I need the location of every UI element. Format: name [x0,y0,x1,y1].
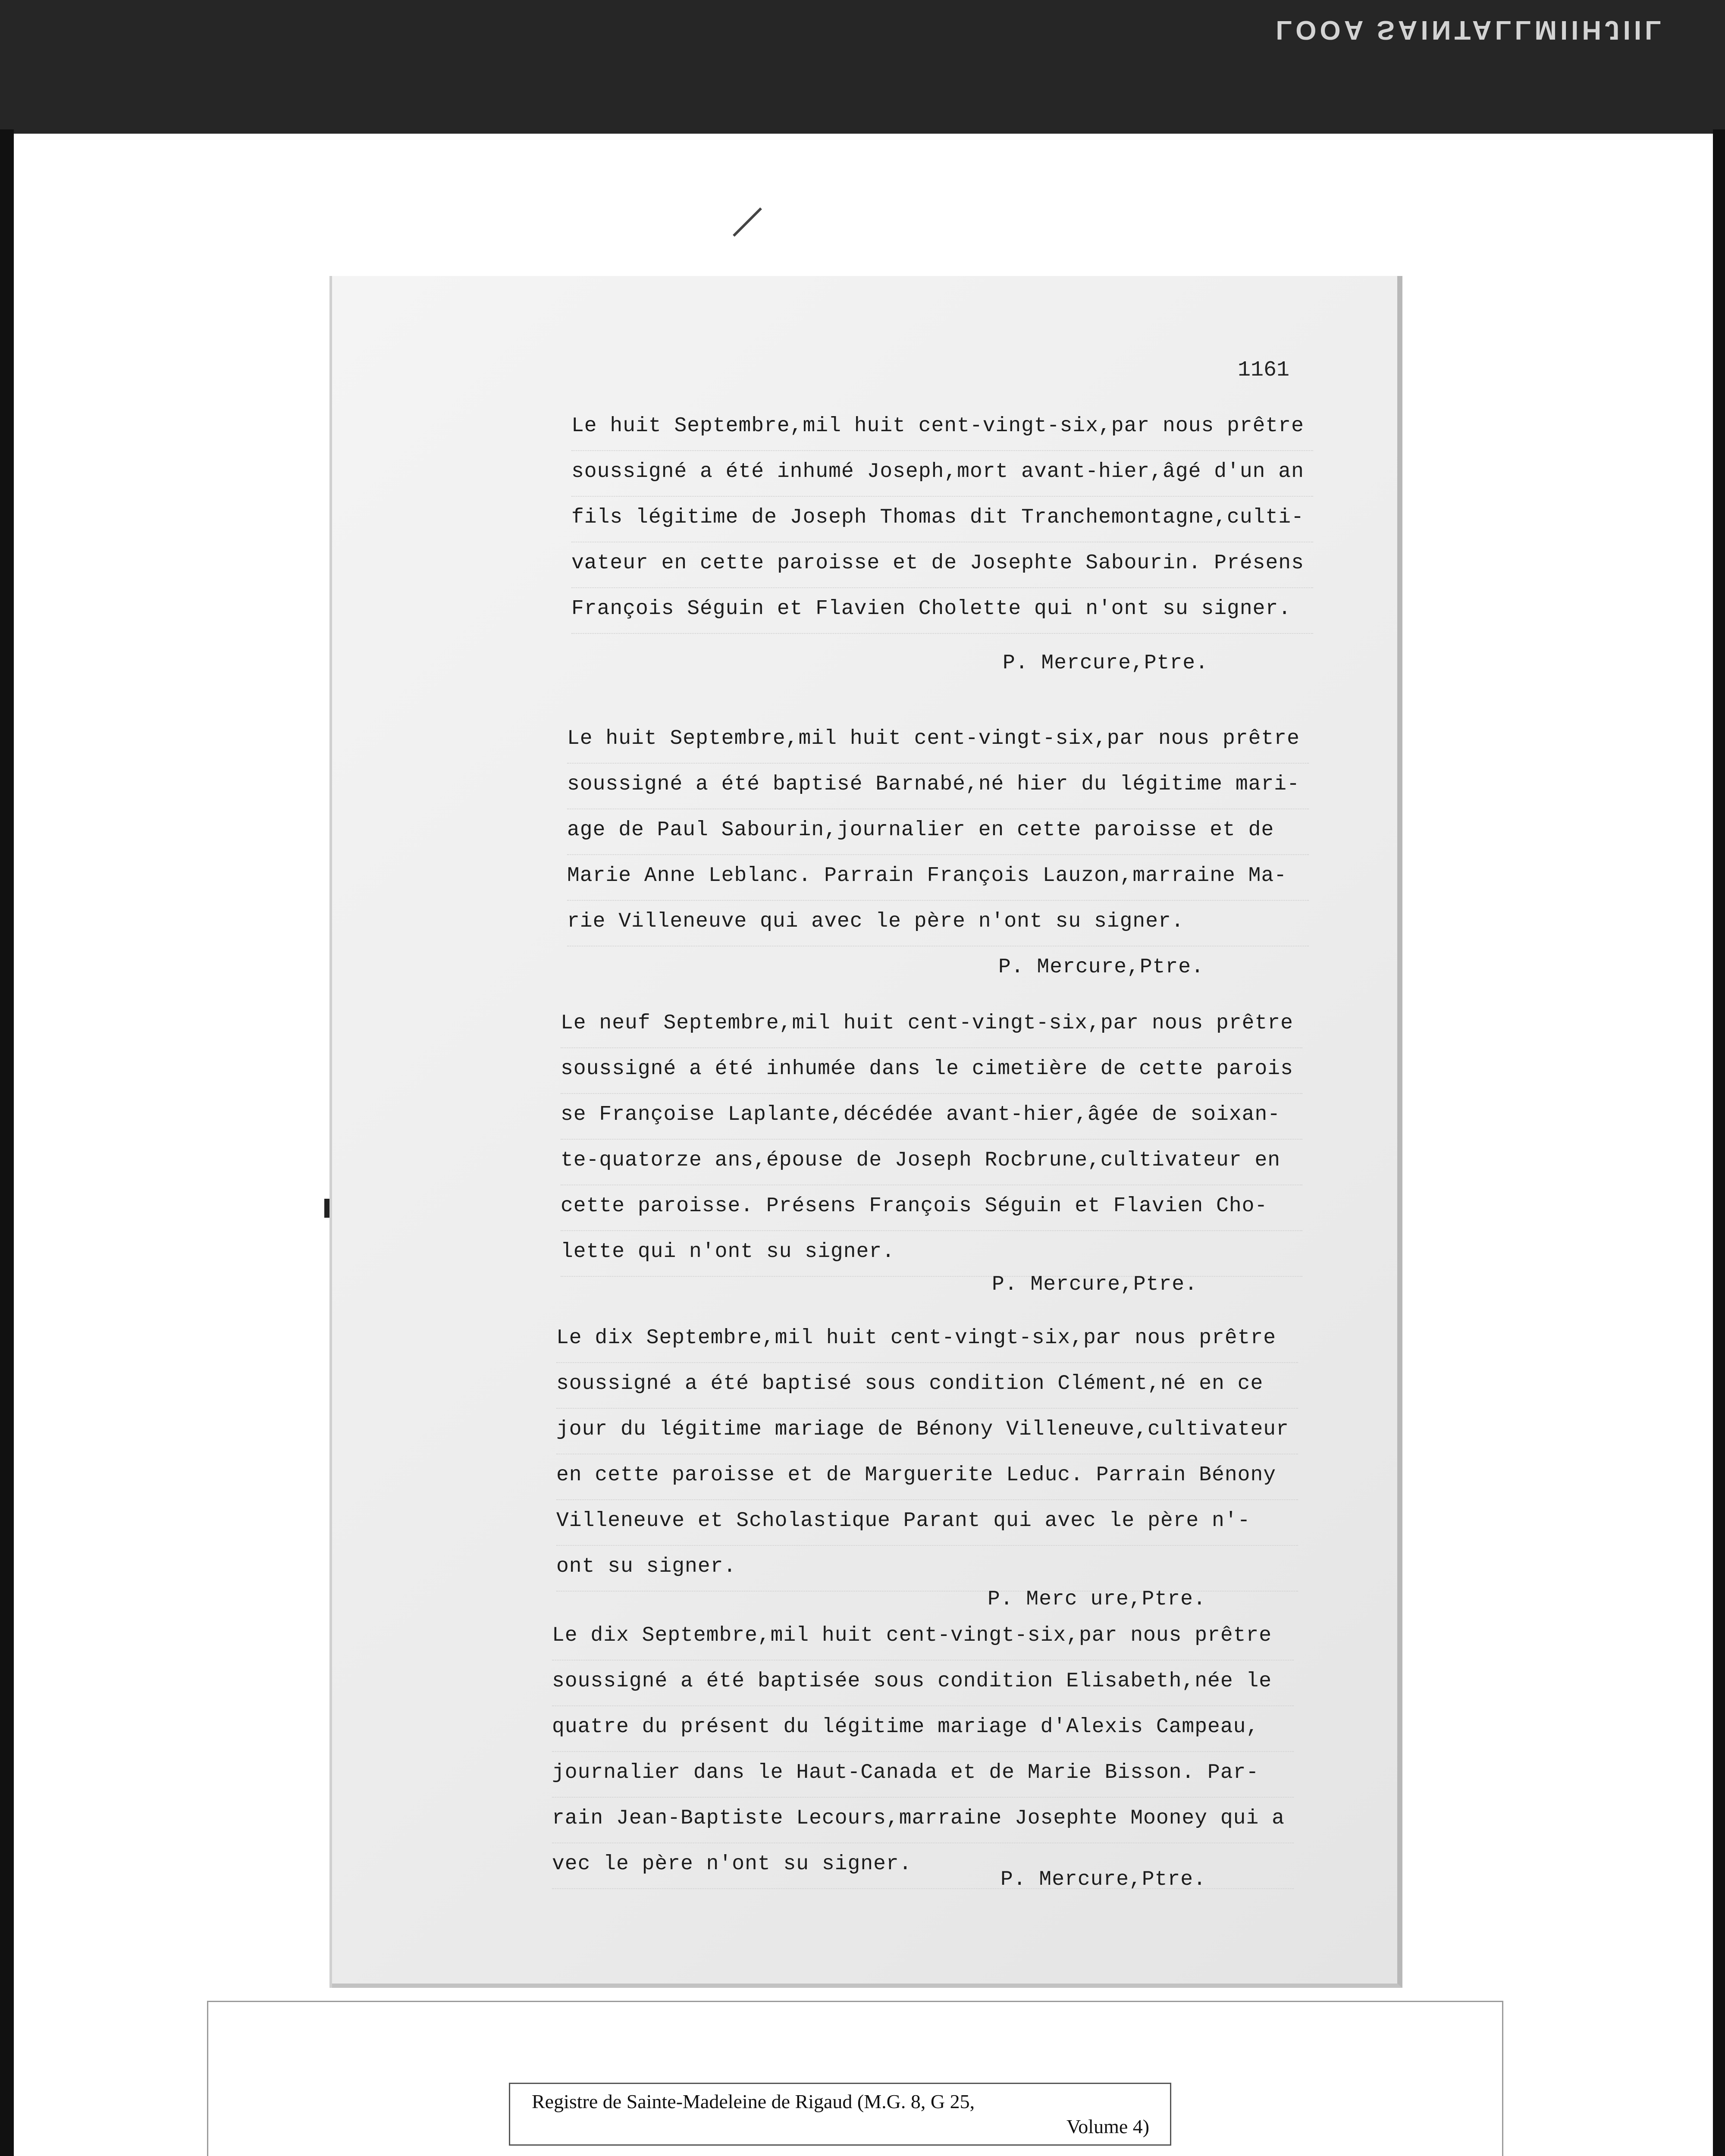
register-entry [571,405,1313,687]
microfilm-header-bar [0,0,1725,134]
film-left-edge [0,129,14,2156]
register-entry [556,1317,1298,1623]
entry-line: Le huit Septembre,mil huit cent-vingt-six,par nous prêtre [567,718,1309,764]
register-page [332,276,1402,1988]
entry-line: Le neuf Septembre,mil huit cent-vingt-six,par nous prêtre [561,1003,1302,1048]
entry-line: journalier dans le Haut-Canada et de Marie Bisson. Par- [552,1752,1294,1798]
entry-line: soussigné a été baptisé Barnabé,né hier du légitime mari- [567,764,1309,809]
entry-line: jour du légitime mariage de Bénony Villeneuve,cultivateur [556,1409,1298,1454]
entry-line: age de Paul Sabourin,journalier en cette paroisse et de [567,809,1309,855]
entry-line: te-quatorze ans,épouse de Joseph Rocbrune,cultivateur en [561,1140,1302,1185]
entry-line: rain Jean-Baptiste Lecours,marraine Josephte Mooney qui a [552,1798,1294,1843]
entry-line: soussigné a été baptisée sous condition Elisabeth,née le [552,1661,1294,1706]
entry-line: cette paroisse. Présens François Séguin et Flavien Cho- [561,1185,1302,1231]
entry-line: soussigné a été inhumé Joseph,mort avant-hier,âgé d'un an [571,451,1313,497]
entry-line: Le dix Septembre,mil huit cent-vingt-six,par nous prêtre [556,1317,1298,1363]
entry-line: soussigné a été baptisé sous condition Clément,né en ce [556,1363,1298,1409]
entry-line: Le dix Septembre,mil huit cent-vingt-six,par nous prêtre [552,1615,1294,1661]
entry-signature: P. Mercure,Ptre. [992,1273,1198,1296]
entry-line: Marie Anne Leblanc. Parrain François Lauzon,marraine Ma- [567,855,1309,901]
register-entry [552,1615,1294,1904]
entry-signature: P. Merc ure,Ptre. [988,1588,1206,1611]
entry-line: se Françoise Laplante,décédée avant-hier,âgée de soixan- [561,1094,1302,1140]
page-number: 1161 [1238,358,1290,382]
frame-mark-left [324,1199,329,1218]
entry-line: soussigné a été inhumée dans le cimetière de cette parois [561,1048,1302,1094]
microfilm-header-label: LOOA SAINTALLMIIHJIIL [1276,15,1665,45]
entry-signature: P. Mercure,Ptre. [1000,1868,1206,1891]
entry-line: vateur en cette paroisse et de Josephte Sabourin. Présens [571,542,1313,588]
entry-line: vec le père n'ont su signer. [552,1843,1294,1889]
entry-line: en cette paroisse et de Marguerite Leduc. Parrain Bénony [556,1454,1298,1500]
register-entry [567,718,1309,991]
entry-line: ont su signer. [556,1546,1298,1592]
entry-signature: P. Mercure,Ptre. [1003,652,1208,675]
entry-line: lette qui n'ont su signer. [561,1231,1302,1277]
entry-line: quatre du présent du légitime mariage d'Alexis Campeau, [552,1706,1294,1752]
reference-label [509,2083,1171,2146]
entry-line: Villeneuve et Scholastique Parant qui avec le père n'- [556,1500,1298,1546]
entry-line: fils légitime de Joseph Thomas dit Tranchemontagne,culti- [571,497,1313,542]
entry-line: Le huit Septembre,mil huit cent-vingt-six,par nous prêtre [571,405,1313,451]
film-right-edge [1713,129,1725,2156]
reference-line: Volume 4) [1066,2115,1150,2137]
entry-line: François Séguin et Flavien Cholette qui n'ont su signer. [571,588,1313,634]
entry-signature: P. Mercure,Ptre. [998,956,1204,979]
entry-line: rie Villeneuve qui avec le père n'ont su signer. [567,901,1309,946]
stray-mark [733,207,762,237]
reference-line: Registre de Sainte-Madeleine de Rigaud (M.G. 8, G 25, [532,2090,975,2112]
register-entry [561,1003,1302,1309]
